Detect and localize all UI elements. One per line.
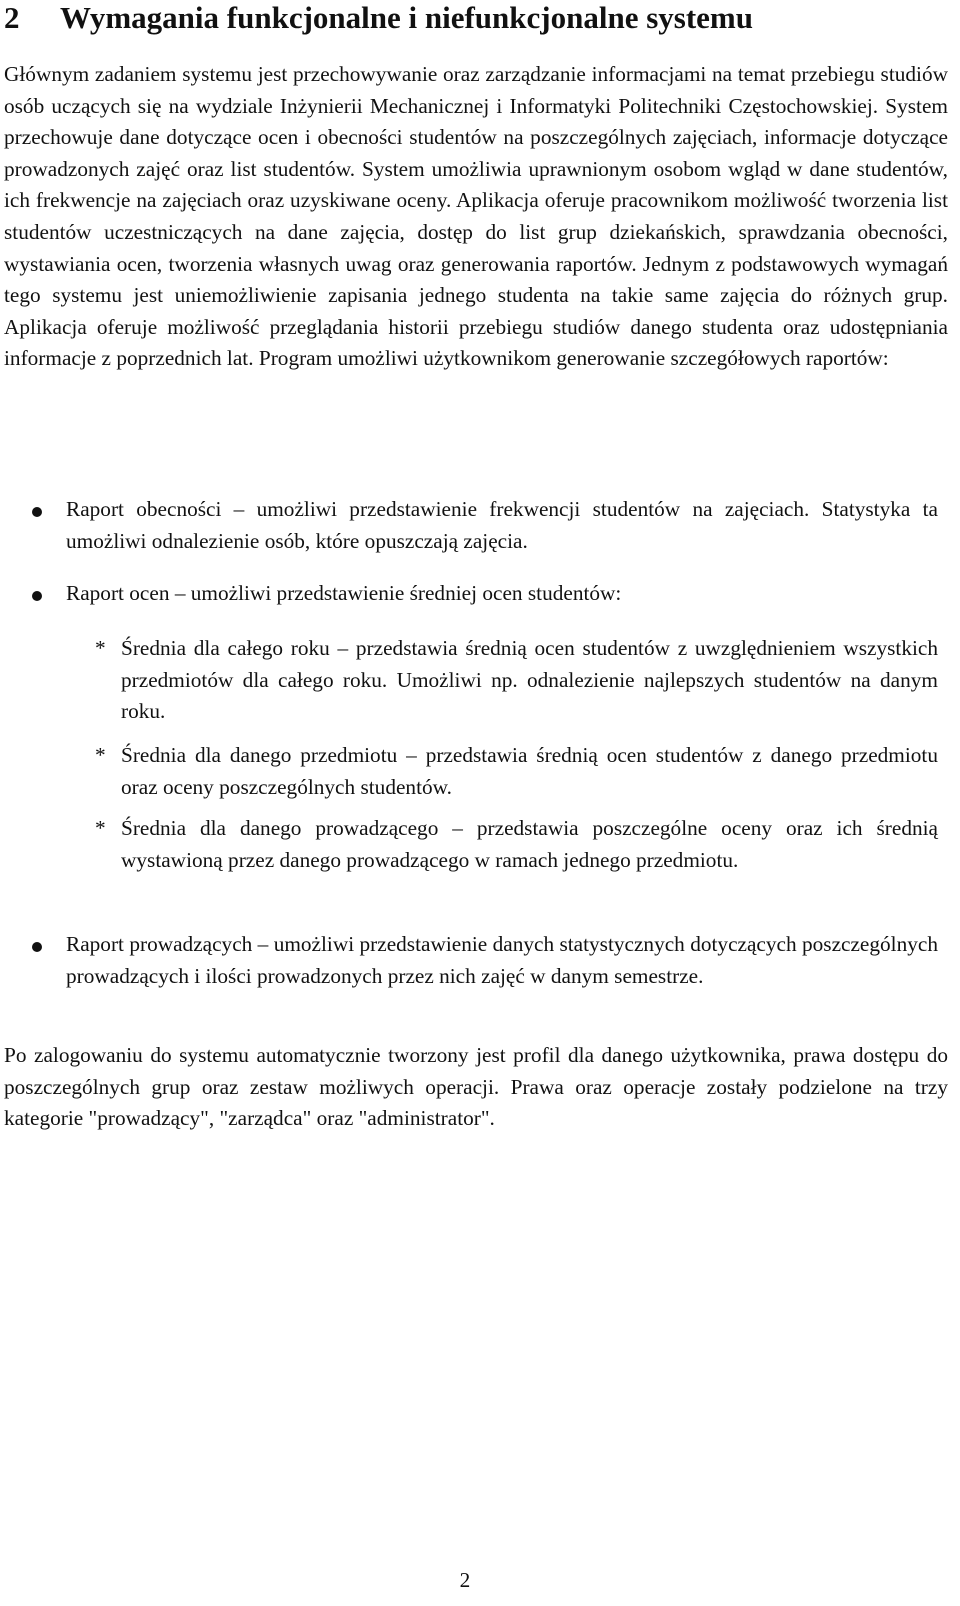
report-grades-text: Raport ocen – umożliwi przedstawienie średniej ocen studentów: xyxy=(66,581,622,605)
year-average-text: Średnia dla całego roku – przedstawia średnią ocen studentów z uwzględnieniem wszystkich przedmiotów dla całego roku. Umożliwi np. odnalezienie najlepszych studentów na danym roku. xyxy=(121,636,938,724)
report-list-item-lecturers xyxy=(66,929,938,992)
report-attendance-text: Raport obecności – umożliwi przedstawienie frekwencji studentów na zajęciach. Statystyka ta umożliwi odnalezienie osób, które opuszczają zajęcia. xyxy=(66,497,938,553)
page-number: 2 xyxy=(459,1568,471,1592)
section-heading xyxy=(4,0,753,36)
asterisk-marker: * xyxy=(95,743,106,767)
lecturer-average-text: Średnia dla danego prowadzącego – przedstawia poszczególne oceny oraz ich średnią wystawioną przez danego prowadzącego w ramach jednego przedmiotu. xyxy=(121,816,938,872)
bullet-marker xyxy=(32,942,42,952)
sublist-item-lecturer-average xyxy=(95,813,938,876)
sublist-item-year-average xyxy=(95,633,938,728)
subject-average-text: Średnia dla danego przedmiotu – przedstawia średnią ocen studentów z danego przedmiotu oraz oceny poszczególnych studentów. xyxy=(121,743,938,799)
report-list-item-attendance xyxy=(66,494,938,557)
section-title: Wymagania funkcjonalne i niefunkcjonalne systemu xyxy=(60,0,753,35)
asterisk-marker: * xyxy=(95,816,106,840)
section-number: 2 xyxy=(4,0,20,35)
report-lecturers-text: Raport prowadzących – umożliwi przedstawienie danych statystycznych dotyczących poszczególnych prowadzących i ilości prowadzonych przez nich zajęć w danym semestrze. xyxy=(66,932,938,988)
closing-paragraph: Po zalogowaniu do systemu automatycznie tworzony jest profil dla danego użytkownika, prawa dostępu do poszczególnych grup oraz zestaw możliwych operacji. Prawa oraz operacje zostały podzielone na trzy kategorie "prowadzący", "zarządca" oraz "administrator". xyxy=(4,1043,948,1131)
report-list-item-grades xyxy=(66,578,938,610)
bullet-marker xyxy=(32,507,42,517)
bullet-marker xyxy=(32,591,42,601)
asterisk-marker: * xyxy=(95,636,106,660)
sublist-item-subject-average xyxy=(95,740,938,803)
intro-paragraph: Głównym zadaniem systemu jest przechowywanie oraz zarządzanie informacjami na temat przebiegu studiów osób uczących się na wydziale Inżynierii Mechanicznej i Informatyki Politechniki Częstochowskiej. System przechowuje dane dotyczące ocen i obecności studentów na poszczególnych zajęciach, informacje dotyczące prowadzonych zajęć oraz list studentów. System umożliwia uprawnionym osobom wgląd w dane studentów, ich frekwencje na zajęciach oraz uzyskiwane oceny. Aplikacja oferuje pracownikom możliwość tworzenia list studentów uczestniczących na dane zajęcia, dostęp do list grup dziekańskich, sprawdzania obecności, wystawiania ocen, tworzenia własnych uwag oraz generowania raportów. Jednym z podstawowych wymagań tego systemu jest uniemożliwienie zapisania jednego studenta na takie same zajęcia do różnych grup. Aplikacja oferuje możliwość przeglądania historii przebiegu studiów danego studenta oraz udostępniania informacje z poprzednich lat. Program umożliwi użytkownikom generowanie szczegółowych raportów: xyxy=(4,62,948,371)
